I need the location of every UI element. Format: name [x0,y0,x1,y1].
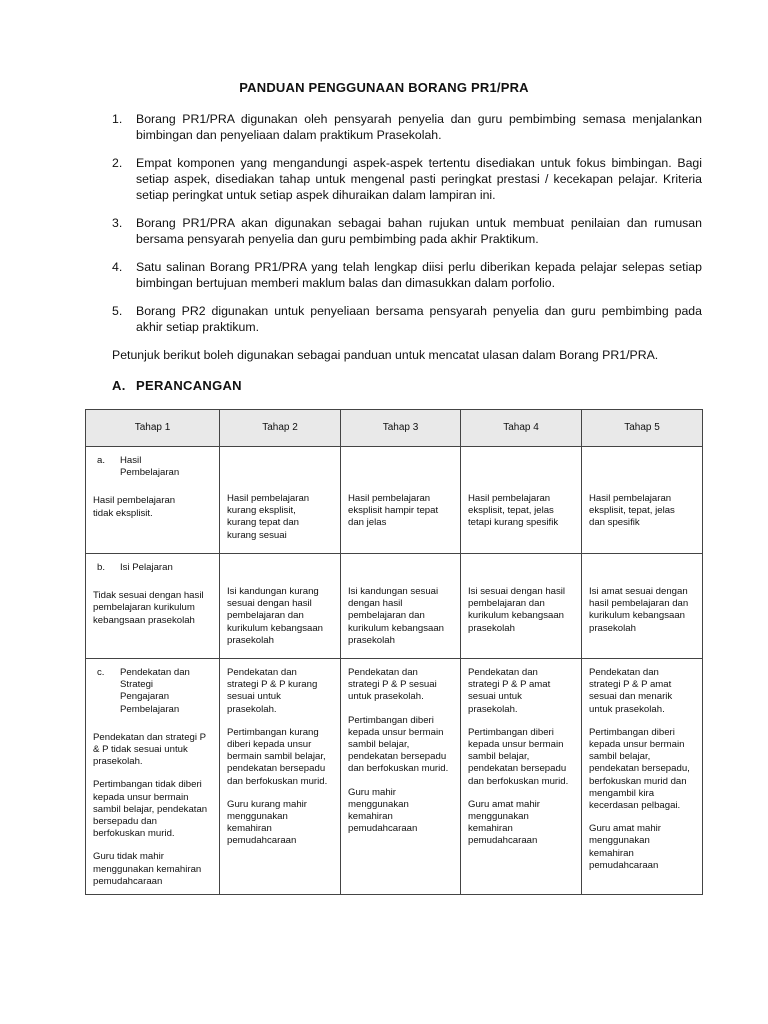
header-cell: Tahap 4 [461,410,582,447]
cell-text: Guru mahir menggunakan kemahiran pemudahcaraan [348,786,418,835]
intro-paragraph: Petunjuk berikut boleh digunakan sebagai panduan untuk mencatat ulasan dalam Borang PR1/PRA. [112,348,659,362]
item-text: Empat komponen yang mengandungi aspek-aspek tertentu disediakan untuk fokus bimbingan. Bagi setiap aspek, disediakan tahap untuk mengenal pasti peringkat prestasi / kecekapan pelajar. Kriteria setiap peringkat untuk setiap aspek dihuraikan dalam lampiran ini. [136,156,702,202]
item-number: 3. [112,216,123,230]
cell-text: Isi amat sesuai dengan hasil pembelajaran dan kurikulum kebangsaan prasekolah [589,586,689,634]
criterion-name: Hasil Pembelajaran [120,455,180,479]
guideline-item [112,259,702,291]
cell-text: Pendekatan dan strategi P & P tidak sesuai untuk prasekolah. [93,731,207,768]
header-cell: Tahap 3 [341,410,461,447]
criterion-letter: b. [97,562,106,573]
cell-text: Hasil pembelajaran eksplisit, tepat, jelas dan spesifik [589,493,675,529]
table-cell [341,554,461,659]
cell-text: Isi sesuai dengan hasil pembelajaran dan kurikulum kebangsaan prasekolah [468,586,566,634]
criterion-label [93,455,213,479]
cell-text: Pendekatan dan strategi P & P sesuai untuk prasekolah. [348,667,437,703]
cell-text: Pertimbangan tidak diberi kepada unsur bermain sambil belajar, pendekatan bersepadu dan berfokuskan murid. [93,779,208,840]
table-row [86,554,703,659]
cell-text: Guru amat mahir menggunakan kemahiran pemudahcaraan [468,798,540,847]
item-number: 2. [112,156,123,170]
cell-text: Guru amat mahir menggunakan kemahiran pemudahcaraan [589,823,661,871]
guideline-item [112,303,702,335]
table-cell [86,659,220,895]
item-text: Borang PR2 digunakan untuk penyeliaan bersama pensyarah penyelia dan guru pembimbing pada akhir setiap praktikum. [136,304,702,334]
guideline-list [112,111,702,347]
section-heading [112,378,242,393]
rubric-table [85,409,703,895]
table-cell [582,659,703,895]
header-cell: Tahap 5 [582,410,703,447]
cell-text: Isi kandungan sesuai dengan hasil pembelajaran dan kurikulum kebangsaan prasekolah [348,586,444,646]
cell-text: Guru tidak mahir menggunakan kemahiran pemudahcaraan [93,851,202,887]
rubric-body [86,447,703,895]
cell-text: Pertimbangan diberi kepada unsur bermain sambil belajar, pendekatan bersepadu dan berfokuskan murid. [468,726,569,787]
criterion-name: Isi Pelajaran [120,562,173,573]
item-number: 1. [112,112,123,126]
cell-text: Pendekatan dan strategi P & P kurang sesuai untuk prasekolah. [227,667,318,715]
item-text: Borang PR1/PRA digunakan oleh pensyarah penyelia dan guru pembimbing semasa menjalankan bimbingan dan penyeliaan dalam praktikum Prasekolah. [136,112,702,142]
guideline-item [112,215,702,247]
table-row [86,659,703,895]
document-title: PANDUAN PENGGUNAAN BORANG PR1/PRA [239,80,529,95]
table-cell [220,554,341,659]
guideline-item [112,111,702,143]
item-number: 5. [112,304,123,318]
table-cell [582,554,703,659]
guideline-item [112,155,702,203]
cell-text: Isi kandungan kurang sesuai dengan hasil pembelajaran dan kurikulum kebangsaan prasekolah [227,586,323,646]
table-cell [220,659,341,895]
item-number: 4. [112,260,123,274]
criterion-letter: c. [97,667,105,678]
header-cell: Tahap 2 [220,410,341,447]
table-cell [341,447,461,554]
section-title: PERANCANGAN [136,378,242,393]
criterion-label [93,562,213,574]
cell-text: Hasil pembelajaran kurang eksplisit, kurang tepat dan kurang sesuai [227,493,310,541]
cell-text: Hasil pembelajaran tidak eksplisit. [93,495,176,519]
item-text: Borang PR1/PRA akan digunakan sebagai bahan rujukan untuk membuat penilaian dan rumusan bersama pensyarah penyelia dan guru pembimbing pada akhir Praktikum. [136,216,702,246]
table-cell [461,447,582,554]
table-cell [461,659,582,895]
cell-text: Tidak sesuai dengan hasil pembelajaran kurikulum kebangsaan prasekolah [93,590,204,626]
header-cell: Tahap 1 [86,410,220,447]
cell-text: Pertimbangan diberi kepada unsur bermain sambil belajar, pendekatan bersepadu dan berfokuskan murid. [348,714,449,775]
table-row [86,447,703,554]
cell-text: Hasil pembelajaran eksplisit hampir tepat dan jelas [348,493,439,529]
cell-text: Pendekatan dan strategi P & P amat sesuai dan menarik untuk prasekolah. [589,667,673,715]
cell-text: Pertimbangan kurang diberi kepada unsur bermain sambil belajar, pendekatan bersepadu dan berfokuskan murid. [227,726,328,787]
cell-text: Guru kurang mahir menggunakan kemahiran pemudahcaraan [227,798,307,847]
table-cell [86,554,220,659]
cell-text: Pendekatan dan strategi P & P amat sesuai untuk prasekolah. [468,667,551,715]
table-cell [582,447,703,554]
header-row [86,410,703,447]
item-text: Satu salinan Borang PR1/PRA yang telah lengkap diisi perlu diberikan kepada pelajar selepas setiap bimbingan bertujuan memberi maklum balas dan dimasukkan dalam porfolio. [136,260,702,290]
criterion-label [93,667,213,716]
criterion-name: Pendekatan dan Strategi Pengajaran Pembelajaran [120,667,190,715]
cell-text: Pertimbangan diberi kepada unsur bermain sambil belajar, pendekatan bersepadu, berfokuskan murid dan mengambil kira kecerdasan pelbagai. [589,726,690,812]
table-cell [341,659,461,895]
criterion-letter: a. [97,455,106,466]
cell-text: Hasil pembelajaran eksplisit, tepat, jelas tetapi kurang spesifik [468,493,559,529]
table-cell [461,554,582,659]
section-letter: A. [112,378,126,393]
table-cell [220,447,341,554]
table-cell [86,447,220,554]
